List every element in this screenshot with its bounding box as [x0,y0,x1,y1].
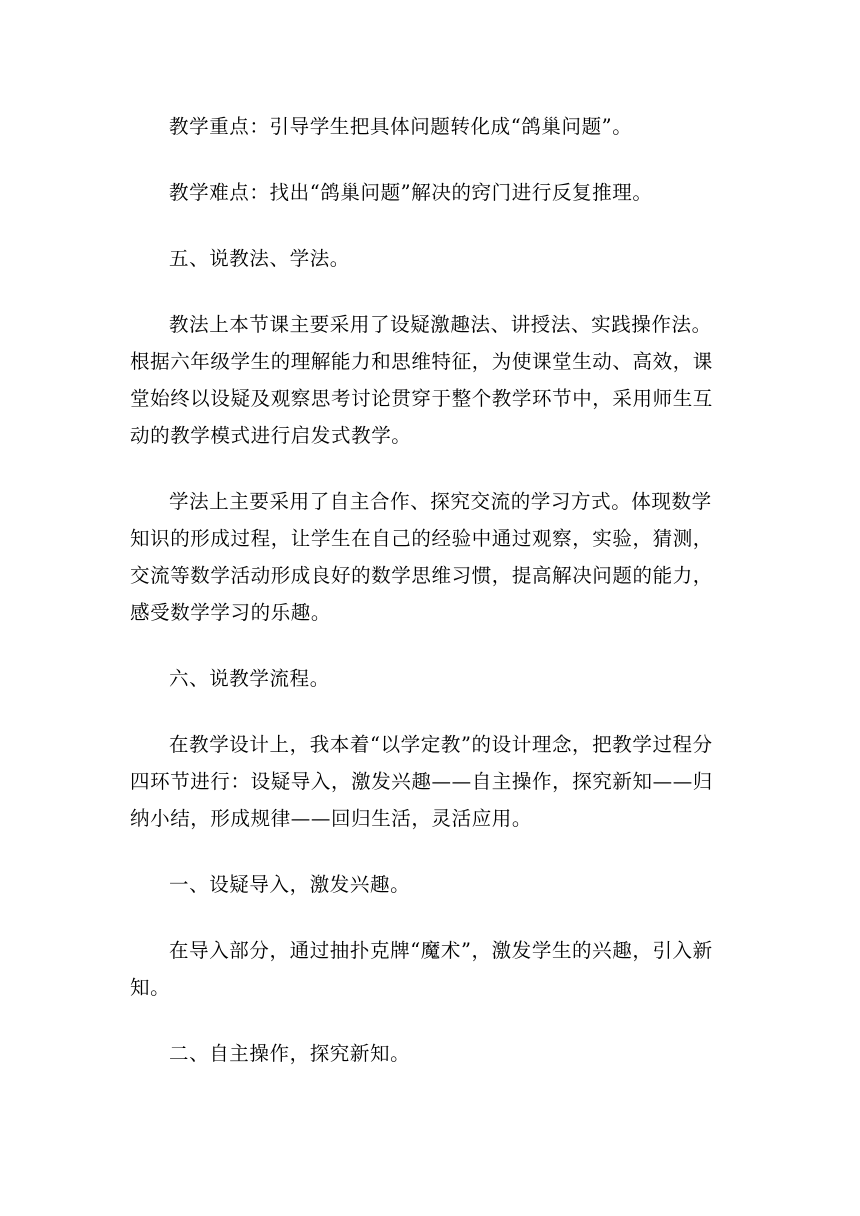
paragraph-introduction: 在导入部分，通过抽扑克牌“魔术”，激发学生的兴趣，引入新知。 [130,939,713,999]
paragraph-teaching-method: 教法上本节课主要采用了设疑激趣法、讲授法、实践操作法。根据六年级学生的理解能力和思维特征，为使课堂生动、高效，课堂始终以设疑及观察思考讨论贯穿于整个教学环节中，采用师生互动的教学模式进行启发式教学。 [130,313,713,447]
paragraph-learning-method: 学法上主要采用了自主合作、探究交流的学习方式。体现数学知识的形成过程，让学生在自己的经验中通过观察，实验，猜测，交流等数学活动形成良好的数学思维习惯，提高解决问题的能力，感受数学学习的乐趣。 [130,490,713,624]
paragraph-process-overview: 在教学设计上，我本着“以学定教”的设计理念，把教学过程分四环节进行：设疑导入，激发兴趣——自主操作，探究新知——归纳小结，形成规律——回归生活，灵活应用。 [130,733,713,830]
document-body [130,108,730,1072]
section-heading-methods: 五、说教法、学法。 [169,247,350,270]
paragraph-difficult-point: 教学难点：找出“鸽巢问题”解决的窍门进行反复推理。 [169,181,653,204]
section-heading-process: 六、说教学流程。 [169,667,330,690]
paragraph-key-point: 教学重点：引导学生把具体问题转化成“鸽巢问题”。 [169,115,633,138]
step-heading-introduction: 一、设疑导入，激发兴趣。 [169,873,411,896]
step-heading-exploration: 二、自主操作，探究新知。 [169,1042,411,1065]
